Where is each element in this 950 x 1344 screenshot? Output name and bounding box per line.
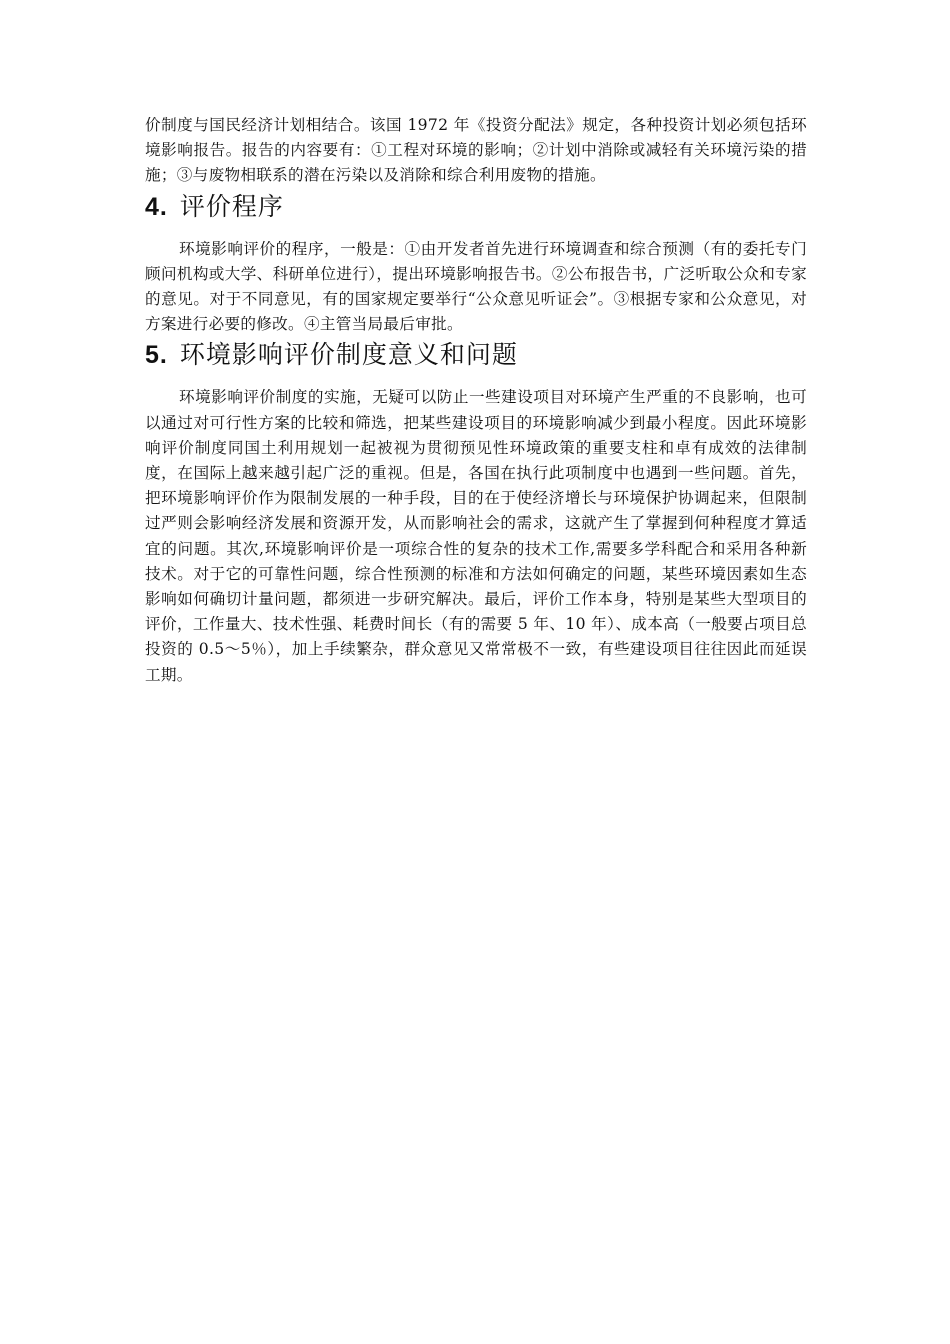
intro-paragraph: 价制度与国民经济计划相结合。该国 1972 年《投资分配法》规定，各种投资计划必须包括环境影响报告。报告的内容要有：①工程对环境的影响；②计划中消除或减轻有关环境污染的措施；③与废物相联系的潜在污染以及消除和综合利用废物的措施。 <box>145 116 807 185</box>
section-4-heading <box>145 189 807 225</box>
document-content <box>145 113 807 688</box>
section-5-title: 环境影响评价制度意义和问题 <box>179 340 518 370</box>
section-5-heading <box>145 337 807 373</box>
section-5-number: 5. <box>145 341 168 370</box>
section-4-title: 评价程序 <box>179 191 284 221</box>
section-4-paragraph: 环境影响评价的程序，一般是：①由开发者首先进行环境调查和综合预测（有的委托专门顾问机构或大学、科研单位进行），提出环境影响报告书。②公布报告书，广泛听取公众和专家的意见。对于不同意见，有的国家规定要举行“公众意见听证会”。③根据专家和公众意见，对方案进行必要的修改。④主管当局最后审批。 <box>145 239 807 334</box>
section-5-paragraph: 环境影响评价制度的实施，无疑可以防止一些建设项目对环境产生严重的不良影响，也可以通过对可行性方案的比较和筛选，把某些建设项目的环境影响减少到最小程度。因此环境影响评价制度同国土利用规划一起被视为贯彻预见性环境政策的重要支柱和卓有成效的法律制度，在国际上越来越引起广泛的重视。但是，各国在执行此项制度中也遇到一些问题。首先，把环境影响评价作为限制发展的一种手段，目的在于使经济增长与环境保护协调起来，但限制过严则会影响经济发展和资源开发，从而影响社会的需求，这就产生了掌握到何种程度才算适宜的问题。其次,环境影响评价是一项综合性的复杂的技术工作,需要多学科配合和采用各种新技术。对于它的可靠性问题，综合性预测的标准和方法如何确定的问题，某些环境因素如生态影响如何确切计量问题，都须进一步研究解决。最后，评价工作本身，特别是某些大型项目的评价，工作量大、技术性强、耗费时间长（有的需要 5 年、10 年）、成本高（一般要占项目总投资的 0.5～5％），加上手续繁杂，群众意见又常常极不一致，有些建设项目往往因此而延误工期。 <box>145 388 807 684</box>
section-4-number: 4. <box>145 192 168 221</box>
